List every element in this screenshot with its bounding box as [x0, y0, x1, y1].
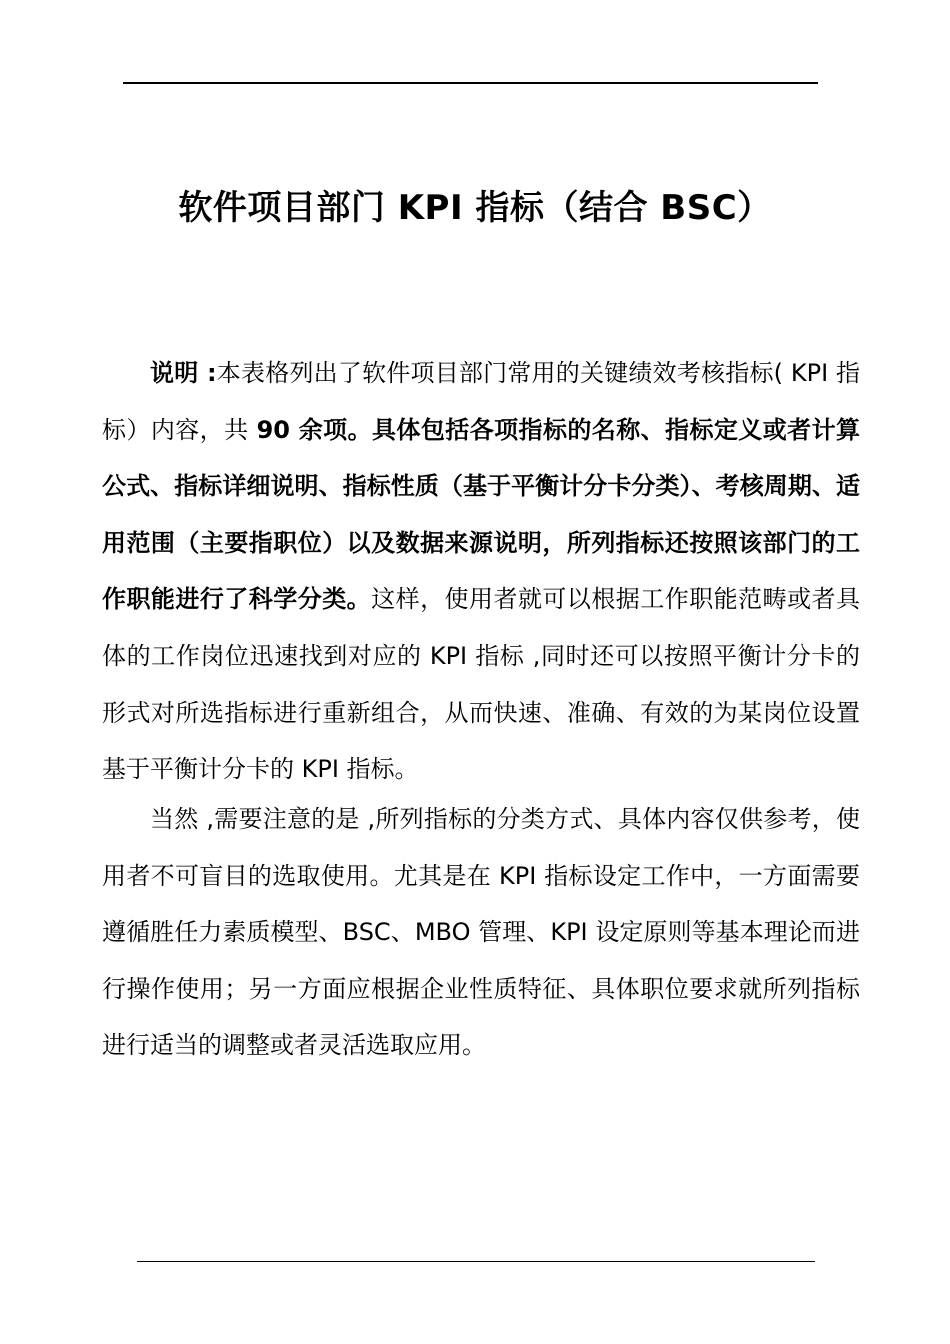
description-paragraph — [102, 345, 860, 798]
document-title: 软件项目部门 KPI 指标（结合 BSC） — [178, 188, 772, 228]
header-rule — [123, 82, 818, 84]
description-text-b: 这样，使用者就可以根据工作职能范畴或者具体的工作岗位迅速找到对应的 KPI 指标 ,同时还可以按照平衡计分卡的形式对所选指标进行重新组合，从而快速、准确、有效的为某岗位设置基于平衡计分卡的 KPI 指标。 — [102, 585, 861, 784]
description-bold-text: 具体包括各项指标的名称、指标定义或者计算公式、指标详细说明、指标性质（基于平衡计分卡分类）、考核周期、适用范围（主要指职位）以及数据来源说明，所列指标还按照该部门的工作职能进行了科学分类。 — [102, 415, 860, 614]
note-paragraph: 当然 ,需要注意的是 ,所列指标的分类方式、具体内容仅供参考，使用者不可盲目的选取使用。尤其是在 KPI 指标设定工作中，一方面需要遵循胜任力素质模型、BSC、MBO 管理、KPI 设定原则等基本理论而进行操作使用；另一方面应根据企业性质特征、具体职位要求就所列指标进行适当的调整或者灵活选取应用。 — [102, 805, 860, 1060]
description-text-a: 本表格列出了软件项目部门常用的关键绩效考核指标( KPI 指标）内容，共 — [102, 359, 860, 444]
indicator-count: 90 余项。 — [256, 415, 373, 444]
description-label: 说明 : — [150, 359, 217, 387]
footer-rule — [137, 1261, 815, 1262]
